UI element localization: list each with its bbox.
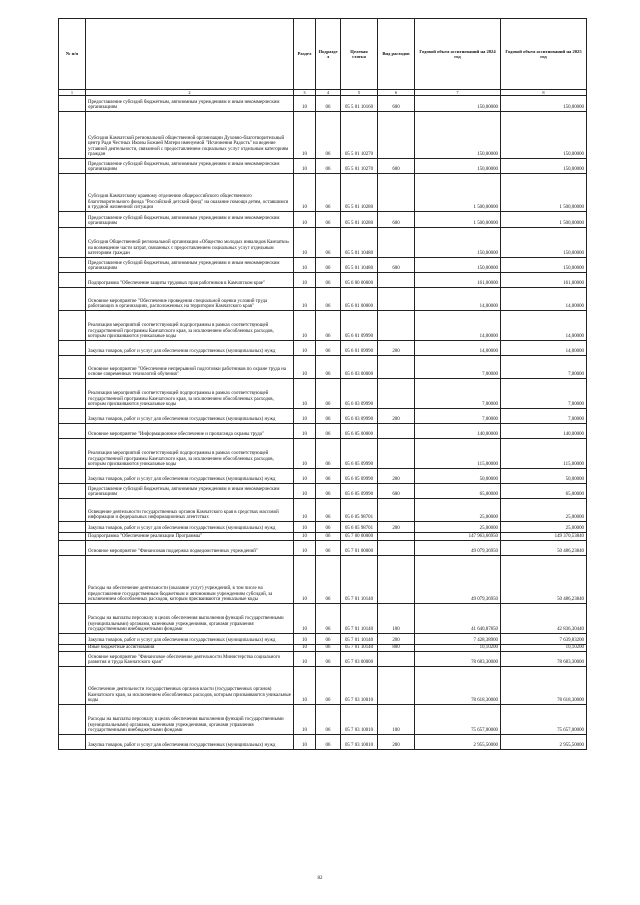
- table-row: [59, 541, 587, 556]
- cell-podrazdel: 06: [316, 499, 341, 522]
- column-index: 2: [86, 90, 294, 96]
- cell-podrazdel: 06: [316, 258, 341, 273]
- cell-2024: 150,00000: [415, 112, 501, 159]
- cell-podrazdel: 06: [316, 311, 341, 341]
- cell-vr: [378, 228, 415, 258]
- cell-2024: 7,00000: [415, 409, 501, 424]
- cell-csr: 05 5 01 10280: [341, 212, 378, 228]
- cell-podrazdel: 06: [316, 159, 341, 174]
- cell-razdel: 10: [294, 228, 316, 258]
- cell-name: Предоставление субсидий бюджетным, автономным учреждениям и иным некоммерческим организациям: [86, 484, 294, 499]
- cell-razdel: 10: [294, 652, 316, 667]
- cell-2025: 14,00000: [501, 288, 587, 311]
- cell-num: [59, 341, 86, 356]
- cell-2025: 78 618,30000: [501, 667, 587, 705]
- cell-podrazdel: 06: [316, 273, 341, 288]
- cell-csr: 05 6 05 09990: [341, 484, 378, 499]
- cell-2024: 14,00000: [415, 341, 501, 356]
- cell-name: Закупка товаров, работ и услуг для обеспечения государственных (муниципальных) нужд: [86, 522, 294, 533]
- header-podrazdel: Подраздел: [316, 19, 341, 90]
- cell-podrazdel: 06: [316, 541, 341, 556]
- cell-name: Субсидия Камчатской региональной общественной организации Духовно-благотворительный центр Ради Честных Иконы Божией Матери именуемой "Исчезнения Радость" на ведение уставной деятельности, связанной с предоставлением социальных услуг отдельным категориям граждан: [86, 112, 294, 159]
- cell-num: [59, 356, 86, 379]
- cell-csr: 05 7 01 10140: [341, 556, 378, 604]
- cell-csr: 05 7 03 00000: [341, 652, 378, 667]
- cell-num: [59, 705, 86, 735]
- cell-csr: 05 5 01 10480: [341, 258, 378, 273]
- cell-vr: 200: [378, 341, 415, 356]
- cell-razdel: 10: [294, 604, 316, 634]
- cell-num: [59, 379, 86, 409]
- cell-vr: [378, 556, 415, 604]
- header-name: [86, 19, 294, 90]
- cell-vr: 600: [378, 159, 415, 174]
- cell-name: Предоставление субсидий бюджетным, автономным учреждениям и иным некоммерческим организациям: [86, 96, 294, 112]
- cell-vr: 600: [378, 258, 415, 273]
- cell-name: Основное мероприятие "Финансовая поддержка подведомственных учреждений": [86, 541, 294, 556]
- cell-podrazdel: 06: [316, 634, 341, 645]
- cell-razdel: 10: [294, 96, 316, 112]
- table-row: [59, 159, 587, 174]
- cell-csr: 05 5 01 10270: [341, 159, 378, 174]
- cell-2025: 42 836,30440: [501, 604, 587, 634]
- cell-vr: 200: [378, 469, 415, 484]
- table-body: [59, 96, 587, 750]
- header-vr: Вид расходов: [378, 19, 415, 90]
- cell-razdel: 10: [294, 522, 316, 533]
- cell-2025: 7,00000: [501, 379, 587, 409]
- cell-razdel: 10: [294, 645, 316, 652]
- cell-num: [59, 469, 86, 484]
- cell-2024: 115,00000: [415, 439, 501, 469]
- cell-razdel: 10: [294, 499, 316, 522]
- cell-num: [59, 484, 86, 499]
- cell-2024: 150,00000: [415, 228, 501, 258]
- table-row: [59, 439, 587, 469]
- cell-num: [59, 634, 86, 645]
- table-row: [59, 484, 587, 499]
- cell-vr: [378, 174, 415, 212]
- cell-podrazdel: 06: [316, 469, 341, 484]
- cell-2024: 25,00000: [415, 499, 501, 522]
- cell-num: [59, 645, 86, 652]
- cell-podrazdel: 06: [316, 379, 341, 409]
- cell-csr: 05 7 03 10010: [341, 667, 378, 705]
- table-row: [59, 409, 587, 424]
- cell-num: [59, 409, 86, 424]
- header-csr: Целевая статья: [341, 19, 378, 90]
- cell-name: Закупка товаров, работ и услуг для обеспечения государственных (муниципальных) нужд: [86, 409, 294, 424]
- cell-num: [59, 439, 86, 469]
- cell-vr: [378, 667, 415, 705]
- table-row: [59, 212, 587, 228]
- cell-name: Иные бюджетные ассигнования: [86, 645, 294, 652]
- header-2024: Годовой объем ассигнований на 2024 год: [415, 19, 501, 90]
- cell-name: Подпрограмма "Обеспечение защиты трудовых прав работников в Камчатском крае": [86, 273, 294, 288]
- cell-2025: 150,00000: [501, 228, 587, 258]
- cell-vr: [378, 499, 415, 522]
- cell-name: Основное мероприятие "Обеспечение проведения специальной оценки условий труда работающих в организациях, расположенных на территории Камчатского края": [86, 288, 294, 311]
- cell-num: [59, 212, 86, 228]
- cell-2024: 7 428,38900: [415, 634, 501, 645]
- cell-name: Основное мероприятие "Информационное обеспечение и пропаганда охраны труда": [86, 424, 294, 439]
- cell-csr: 05 7 00 00000: [341, 533, 378, 541]
- table-row: [59, 379, 587, 409]
- cell-2025: 161,00000: [501, 273, 587, 288]
- cell-2025: 140,00000: [501, 424, 587, 439]
- cell-podrazdel: 06: [316, 652, 341, 667]
- budget-table: [58, 18, 587, 750]
- cell-2025: 50 486,23840: [501, 556, 587, 604]
- cell-vr: 200: [378, 634, 415, 645]
- cell-vr: 200: [378, 522, 415, 533]
- cell-vr: [378, 541, 415, 556]
- cell-vr: [378, 356, 415, 379]
- header-razdel: Раздел: [294, 19, 316, 90]
- cell-csr: 05 6 05 09990: [341, 469, 378, 484]
- cell-csr: 05 6 01 00000: [341, 288, 378, 311]
- cell-razdel: 10: [294, 159, 316, 174]
- cell-podrazdel: 06: [316, 556, 341, 604]
- cell-2025: 150,00000: [501, 112, 587, 159]
- table-row: [59, 705, 587, 735]
- cell-num: [59, 96, 86, 112]
- cell-razdel: 10: [294, 735, 316, 750]
- cell-num: [59, 159, 86, 174]
- cell-name: Реализация мероприятий соответствующей подпрограммы в рамках соответствующей государственной программы Камчатского края, за исключением обособленных расходов, которым присваиваются уникальные коды: [86, 439, 294, 469]
- cell-2025: 115,00000: [501, 439, 587, 469]
- cell-2025: 78 683,30000: [501, 652, 587, 667]
- cell-2024: 50,00000: [415, 469, 501, 484]
- cell-podrazdel: 06: [316, 604, 341, 634]
- cell-csr: 05 5 01 10480: [341, 228, 378, 258]
- cell-razdel: 10: [294, 469, 316, 484]
- cell-vr: 200: [378, 409, 415, 424]
- cell-vr: 600: [378, 96, 415, 112]
- cell-podrazdel: 06: [316, 356, 341, 379]
- cell-name: Расходы на обеспечение деятельности (оказание услуг) учреждений, в том числе на предоставление государственным бюджетным и автономным учреждениям субсидий, за исключением обособленных расходов, которым присваиваются уникальные коды: [86, 556, 294, 604]
- column-index: 5: [341, 90, 378, 96]
- cell-podrazdel: 06: [316, 439, 341, 469]
- cell-2025: 65,00000: [501, 484, 587, 499]
- cell-csr: 05 5 01 10160: [341, 96, 378, 112]
- cell-vr: [378, 112, 415, 159]
- cell-2024: 78 618,30000: [415, 667, 501, 705]
- cell-podrazdel: 06: [316, 212, 341, 228]
- cell-razdel: 10: [294, 667, 316, 705]
- cell-name: Подпрограмма "Обеспечение реализации Программы": [86, 533, 294, 541]
- cell-razdel: 10: [294, 634, 316, 645]
- column-index: 7: [415, 90, 501, 96]
- cell-vr: [378, 379, 415, 409]
- table-row: [59, 499, 587, 522]
- cell-razdel: 10: [294, 273, 316, 288]
- cell-podrazdel: 06: [316, 174, 341, 212]
- cell-vr: [378, 439, 415, 469]
- cell-2024: 49 079,36950: [415, 541, 501, 556]
- cell-num: [59, 604, 86, 634]
- cell-razdel: 10: [294, 484, 316, 499]
- cell-2024: 150,00000: [415, 258, 501, 273]
- cell-razdel: 10: [294, 556, 316, 604]
- cell-name: Закупка товаров, работ и услуг для обеспечения государственных (муниципальных) нужд: [86, 341, 294, 356]
- cell-2024: 14,00000: [415, 288, 501, 311]
- cell-2024: 10,10200: [415, 645, 501, 652]
- table-row: [59, 112, 587, 159]
- cell-razdel: 10: [294, 174, 316, 212]
- table-row: [59, 96, 587, 112]
- cell-razdel: 10: [294, 212, 316, 228]
- cell-name: Предоставление субсидий бюджетным, автономным учреждениям и иным некоммерческим организациям: [86, 159, 294, 174]
- cell-csr: 05 6 03 00000: [341, 356, 378, 379]
- cell-csr: 05 6 01 09990: [341, 341, 378, 356]
- table-row: [59, 311, 587, 341]
- cell-podrazdel: 06: [316, 112, 341, 159]
- cell-num: [59, 735, 86, 750]
- cell-vr: [378, 424, 415, 439]
- cell-csr: 05 7 01 00000: [341, 541, 378, 556]
- cell-2025: 14,00000: [501, 311, 587, 341]
- cell-csr: 05 6 05 98701: [341, 522, 378, 533]
- cell-2024: 49 079,36950: [415, 556, 501, 604]
- cell-razdel: 10: [294, 311, 316, 341]
- cell-csr: 05 6 05 09990: [341, 439, 378, 469]
- cell-razdel: 10: [294, 541, 316, 556]
- cell-csr: 05 6 03 09990: [341, 409, 378, 424]
- cell-2024: 147 963,66950: [415, 533, 501, 541]
- cell-vr: [378, 652, 415, 667]
- cell-razdel: 10: [294, 705, 316, 735]
- table-row: [59, 634, 587, 645]
- cell-2025: 150,00000: [501, 96, 587, 112]
- cell-name: Закупка товаров, работ и услуг для обеспечения государственных (муниципальных) нужд: [86, 469, 294, 484]
- cell-2024: 41 640,87850: [415, 604, 501, 634]
- cell-num: [59, 556, 86, 604]
- table-row: [59, 258, 587, 273]
- cell-num: [59, 424, 86, 439]
- cell-2024: 7,00000: [415, 356, 501, 379]
- cell-csr: 05 7 01 10140: [341, 604, 378, 634]
- cell-csr: 05 6 00 00000: [341, 273, 378, 288]
- cell-2025: 10,10200: [501, 645, 587, 652]
- cell-2025: 7,00000: [501, 356, 587, 379]
- cell-podrazdel: 06: [316, 705, 341, 735]
- cell-num: [59, 522, 86, 533]
- cell-2025: 1 500,00000: [501, 212, 587, 228]
- column-index: 6: [378, 90, 415, 96]
- cell-razdel: 10: [294, 409, 316, 424]
- cell-2024: 7,00000: [415, 379, 501, 409]
- cell-2025: 150,00000: [501, 258, 587, 273]
- cell-name: Предоставление субсидий бюджетным, автономным учреждениям и иным некоммерческим организациям: [86, 212, 294, 228]
- cell-razdel: 10: [294, 439, 316, 469]
- cell-podrazdel: 06: [316, 645, 341, 652]
- cell-csr: 05 6 05 00000: [341, 424, 378, 439]
- cell-num: [59, 228, 86, 258]
- cell-name: Обеспечение деятельности государственных органов власти (государственных органов) Камчатского края, за исключением обособленных расходов, которым присваиваются уникальные коды: [86, 667, 294, 705]
- cell-2025: 50 486,23840: [501, 541, 587, 556]
- cell-podrazdel: 06: [316, 409, 341, 424]
- cell-podrazdel: 06: [316, 484, 341, 499]
- cell-num: [59, 541, 86, 556]
- cell-2025: 75 657,00000: [501, 705, 587, 735]
- cell-podrazdel: 06: [316, 228, 341, 258]
- cell-csr: 05 6 05 98701: [341, 499, 378, 522]
- table-row: [59, 645, 587, 652]
- header-row: [59, 19, 587, 90]
- cell-razdel: 10: [294, 341, 316, 356]
- header-2025: Годовой объем ассигнований на 2025 год: [501, 19, 587, 90]
- cell-2025: 50,00000: [501, 469, 587, 484]
- cell-2025: 150,00000: [501, 159, 587, 174]
- cell-num: [59, 667, 86, 705]
- cell-2025: 1 500,00000: [501, 174, 587, 212]
- cell-name: Освещение деятельности государственных органов Камчатского края в средствах массовой информации и федеральных информационных агентствах: [86, 499, 294, 522]
- cell-2024: 1 500,00000: [415, 174, 501, 212]
- cell-2025: 25,00000: [501, 499, 587, 522]
- table-row: [59, 667, 587, 705]
- cell-razdel: 10: [294, 258, 316, 273]
- cell-razdel: 10: [294, 356, 316, 379]
- cell-vr: [378, 311, 415, 341]
- cell-name: Расходы на выплаты персоналу в целях обеспечения выполнения функций государственными (муниципальными) органами, казенными учреждениями, органами управления государственными внебюджетными фондами: [86, 705, 294, 735]
- cell-razdel: 10: [294, 112, 316, 159]
- cell-csr: 05 6 03 09990: [341, 379, 378, 409]
- cell-razdel: 10: [294, 288, 316, 311]
- table-row: [59, 735, 587, 750]
- table-row: [59, 288, 587, 311]
- cell-2024: 161,00000: [415, 273, 501, 288]
- page-number: 82: [317, 876, 323, 881]
- cell-num: [59, 258, 86, 273]
- column-index: 4: [316, 90, 341, 96]
- cell-name: Основное мероприятие "Обеспечение непрерывной подготовки работников по охране труда на основе современных технологий обучения": [86, 356, 294, 379]
- cell-num: [59, 273, 86, 288]
- cell-2024: 25,00000: [415, 522, 501, 533]
- column-index: 1: [59, 90, 86, 96]
- table-row: [59, 604, 587, 634]
- document-page: [58, 18, 586, 750]
- cell-name: Реализация мероприятий соответствующей подпрограммы в рамках соответствующей государственной программы Камчатского края, за исключением обособленных расходов, которым присваиваются уникальные коды: [86, 311, 294, 341]
- cell-vr: [378, 273, 415, 288]
- cell-2024: 75 657,00000: [415, 705, 501, 735]
- cell-vr: 600: [378, 484, 415, 499]
- cell-2025: 7 639,83200: [501, 634, 587, 645]
- cell-2025: 149 370,53840: [501, 533, 587, 541]
- cell-razdel: 10: [294, 424, 316, 439]
- cell-podrazdel: 06: [316, 341, 341, 356]
- table-row: [59, 356, 587, 379]
- cell-2024: 78 683,30000: [415, 652, 501, 667]
- cell-num: [59, 533, 86, 541]
- cell-num: [59, 112, 86, 159]
- table-row: [59, 228, 587, 258]
- cell-vr: 600: [378, 212, 415, 228]
- cell-name: Основное мероприятие "Финансовое обеспечение деятельности Министерства социального развития и труда Камчатского края": [86, 652, 294, 667]
- cell-2024: 150,00000: [415, 159, 501, 174]
- table-row: [59, 341, 587, 356]
- cell-2024: 65,00000: [415, 484, 501, 499]
- cell-num: [59, 311, 86, 341]
- cell-2025: 7,00000: [501, 409, 587, 424]
- table-row: [59, 273, 587, 288]
- column-index: 3: [294, 90, 316, 96]
- cell-podrazdel: 06: [316, 735, 341, 750]
- cell-num: [59, 288, 86, 311]
- cell-csr: 05 6 01 09990: [341, 311, 378, 341]
- cell-vr: 200: [378, 735, 415, 750]
- cell-2025: 2 955,50000: [501, 735, 587, 750]
- cell-csr: 05 5 01 10270: [341, 112, 378, 159]
- cell-2024: 1 500,00000: [415, 212, 501, 228]
- cell-podrazdel: 06: [316, 424, 341, 439]
- cell-podrazdel: 06: [316, 288, 341, 311]
- cell-name: Субсидия Камчатскому краевому отделению общероссийского общественного благотворительного фонда "Российский детский фонд" на оказание помощи детям, оставшимся в трудной жизненной ситуации: [86, 174, 294, 212]
- cell-vr: 100: [378, 604, 415, 634]
- table-row: [59, 174, 587, 212]
- header-num: № п/п: [59, 19, 86, 90]
- cell-name: Расходы на выплаты персоналу в целях обеспечения выполнения функций государственными (муниципальными) органами, казенными учреждениями, органами управления государственными внебюджетными фондами: [86, 604, 294, 634]
- cell-podrazdel: 06: [316, 522, 341, 533]
- cell-num: [59, 174, 86, 212]
- table-row: [59, 533, 587, 541]
- cell-podrazdel: 06: [316, 533, 341, 541]
- table-row: [59, 652, 587, 667]
- cell-name: Предоставление субсидий бюджетным, автономным учреждениям и иным некоммерческим организациям: [86, 258, 294, 273]
- cell-vr: 800: [378, 645, 415, 652]
- cell-2024: 140,00000: [415, 424, 501, 439]
- cell-num: [59, 652, 86, 667]
- cell-name: Закупка товаров, работ и услуг для обеспечения государственных (муниципальных) нужд: [86, 634, 294, 645]
- table-row: [59, 556, 587, 604]
- cell-csr: 05 7 03 10010: [341, 705, 378, 735]
- cell-2024: 14,00000: [415, 311, 501, 341]
- cell-name: Закупка товаров, работ и услуг для обеспечения государственных (муниципальных) нужд: [86, 735, 294, 750]
- cell-csr: 05 5 01 10280: [341, 174, 378, 212]
- cell-num: [59, 499, 86, 522]
- cell-csr: 05 7 03 10010: [341, 735, 378, 750]
- cell-2025: 25,00000: [501, 522, 587, 533]
- cell-podrazdel: 06: [316, 667, 341, 705]
- cell-csr: 05 7 01 10140: [341, 645, 378, 652]
- cell-name: Субсидия Общественной региональной организации «Общество молодых инвалидов Камчатки» на возмещение части затрат, связанных с предоставлением социальных услуг отдельным категориям граждан: [86, 228, 294, 258]
- cell-razdel: 10: [294, 533, 316, 541]
- cell-2025: 14,00000: [501, 341, 587, 356]
- cell-2024: 150,00000: [415, 96, 501, 112]
- cell-vr: 100: [378, 705, 415, 735]
- cell-vr: [378, 533, 415, 541]
- cell-csr: 05 7 01 10140: [341, 634, 378, 645]
- table-row: [59, 469, 587, 484]
- cell-vr: [378, 288, 415, 311]
- cell-podrazdel: 06: [316, 96, 341, 112]
- table-row: [59, 522, 587, 533]
- table-row: [59, 424, 587, 439]
- column-index: 8: [501, 90, 587, 96]
- cell-razdel: 10: [294, 379, 316, 409]
- cell-2024: 2 955,50000: [415, 735, 501, 750]
- cell-name: Реализация мероприятий соответствующей подпрограммы в рамках соответствующей государственной программы Камчатского края, за исключением обособленных расходов, которым присваиваются уникальные коды: [86, 379, 294, 409]
